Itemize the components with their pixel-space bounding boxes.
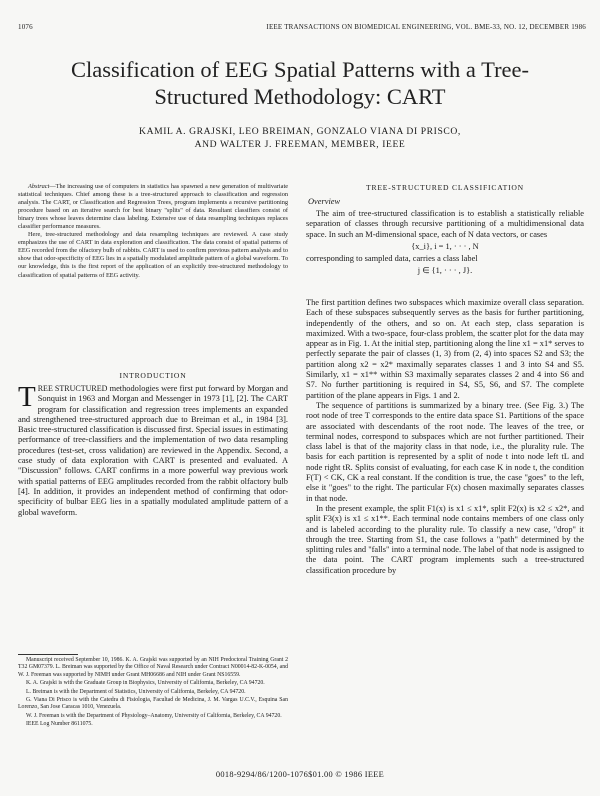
abstract-label: Abstract	[28, 183, 50, 190]
paper-title: Classification of EEG Spatial Patterns with a Tree-Structured Methodology: CART	[70, 57, 530, 109]
subsection-overview: Overview	[308, 197, 341, 206]
overview-body-continued	[306, 298, 584, 576]
introduction-body	[18, 381, 288, 518]
footnote-manuscript: Manuscript received September 10, 1986. K. A. Grajski was supported by an NIH Predoctoral Training Grant 2 T32 GM07379. L. Breiman was supported by the Office of Naval Research under Contract N00014-82-K-0054, and W. J. Freeman was supported by NIMH under Grant MH06686 and NIH under Grant NS16559.	[18, 657, 288, 678]
overview-body	[306, 209, 584, 279]
authors-line-2: AND WALTER J. FREEMAN, MEMBER, IEEE	[194, 139, 406, 150]
abstract-paragraph-1: Abstract—The increasing use of computers in statistics has spawned a new generation of multivariate statistical techniques. Chief among these is a tree-structured approach to classification and regression analysis. The CART, or Classification and Regression Trees, program implements a recursive partitioning procedure based on an iterative search for best binary "splits" of data. Resultant classifiers consist of binary trees whose leaves determine class labeling. Extensive use of data resampling techniques replaces classifier performance measures.	[18, 183, 288, 231]
footnote-grajski: K. A. Grajski is with the Graduate Group in Biophysics, University of California, Berkeley, CA 94720.	[26, 680, 265, 687]
footnote-log: IEEE Log Number 8611075.	[26, 721, 93, 728]
overview-paragraph-3: The sequence of partitions is summarized by a binary tree. (See Fig. 3.) The root node of tree T corresponds to the entire data space S1. Partitions of the space are associated with descendants of the root node. The leaves of the tree, or terminal nodes, correspond to subspaces which are not further partitioned. Their class label is that of the majority class in that node, i.e., the plurality rule. The basis for each partition is represented by a split of node t into node left tL and node right tR. Splits consist of evaluating, for each case K in node t, the condition F(T) < CK, CK a real constant. If the condition is true, the case "goes" to the left, else it "goes" to the right. The particular F(x) chosen maximally separates classes in that node.	[306, 400, 584, 503]
copyright-footer: 0018-9294/86/1200-1076$01.00 © 1986 IEEE	[215, 770, 385, 779]
overview-paragraph-2: The first partition defines two subspaces which maximize overall class separation. Each of these subspaces subsequently serves as the basis for further partitioning, independently of the others, and so on. At each step, class separation is maximized. With a two-space, four-class problem, the scatter plot for the data may appear as in Fig. 1. At the initial step, partitioning along the line x1 = x1* serves to perfectly separate the pair of classes (1, 3) from (2, 4) into spaces S2 and S3; the partition along x2 = x2* maximally separates classes 1 and 3 into S4 and S5. Similarly, x1 = x1** within S3 maximally separates classes 2 and 4 into S6 and S7. No further partitioning is required in S4, S5, S6, and S7. The complete partition of the plane appears in Figs. 1 and 2.	[306, 298, 584, 400]
equation-cases: {x_i}, i = 1, · · · , N	[411, 241, 479, 251]
page-number: 1076	[18, 23, 33, 31]
introduction-paragraph: TREE STRUCTURED methodologies were first put forward by Morgan and Sonquist in 1963 and Morgan and Messenger in 1973 [1], [2]. The CART program for classification and regression trees implements an expanded and strengthened tree-structured approach due to Breiman et al., in 1984 [3]. Basic tree-structured classification is discussed first. Special issues in estimating performance of tree-classifiers and the implementation of two data resampling procedures (test-set, cross validation) are reviewed in the Appendix. Second, a case study of data exploration with CART is presented and evaluated. A "Discussion" follows. CART confirms in a more powerful way previous work with spatial patterns of EEG amplitudes recorded from the rabbit olfactory bulb [4]. In addition, it provides an independent method of confirming that odor-specificity of bulbar EEG lies in a spatially modulated amplitude pattern of a global waveform.	[18, 381, 288, 517]
equation-class-label: j ∈ {1, · · · , J}.	[417, 266, 473, 276]
overview-paragraph-1b: corresponding to sampled data, carries a class label	[306, 254, 478, 264]
abstract-paragraph-2: Here, tree-structured methodology and data resampling techniques are reviewed. A case study emphasizes the use of CART in data exploration and classification. The data consist of spatial patterns of EEG recorded from the olfactory bulb of rabbits. CART is used to confirm previous pattern analysis and to show that odor-specificity of EEG lies in a spatially modulated amplitude pattern of a global waveform. To our knowledge, this is the first report of the application of an explicitly tree-structured methodology to classification of spatial patterns of EEG activity.	[18, 231, 288, 279]
running-head: IEEE TRANSACTIONS ON BIOMEDICAL ENGINEERING, VOL. BME-33, NO. 12, DECEMBER 1986	[266, 23, 586, 31]
author-list	[40, 125, 560, 151]
introduction-heading: INTRODUCTION	[119, 371, 187, 380]
footnote-breiman: L. Breiman is with the Department of Statistics, University of California, Berkeley, CA 94720.	[26, 688, 246, 695]
abstract	[18, 183, 288, 280]
footnote-freeman: W. J. Freeman is with the Department of Physiology–Anatomy, University of California, Berkeley, CA 94720.	[26, 712, 282, 719]
overview-paragraph-4: In the present example, the split F1(x) is x1 ≤ x1*, split F2(x) is x2 ≤ x2*, and split F3(x) is x1 ≤ x1**. Each terminal node contains members of one class only and is labeled according to the plurality rule. To classify a new case, "drop" it through the tree. Starting from S1, the case follows a "path" determined by the splitting rules and "falls" into a terminal node. The label of that node is assigned to the data point. The CART program implements such a tree-structured classification procedure by	[306, 503, 584, 575]
footnotes	[18, 657, 288, 730]
footnote-rule	[18, 654, 78, 655]
footnote-prisco: G. Viana Di Prisco is with the Catedra di Fisiologia, Facultad de Medicina, J. M. Vargas U.C.V., Esquina San Lorenzo, San Jose Caracas 1010, Venezuela.	[18, 697, 288, 711]
overview-paragraph-1: The aim of tree-structured classification is to establish a statistically reliable separation of classes through recursive partitioning of a multidimensional data space. In such an M-dimensional space, each of N data vectors, or cases	[306, 209, 584, 239]
authors-line-1: KAMIL A. GRAJSKI, LEO BREIMAN, GONZALO VIANA DI PRISCO,	[139, 126, 461, 137]
drop-cap: T	[18, 381, 36, 413]
intro-lead: REE STRUCTURED	[37, 384, 108, 393]
section-heading-tree-structured: TREE-STRUCTURED CLASSIFICATION	[366, 183, 524, 192]
